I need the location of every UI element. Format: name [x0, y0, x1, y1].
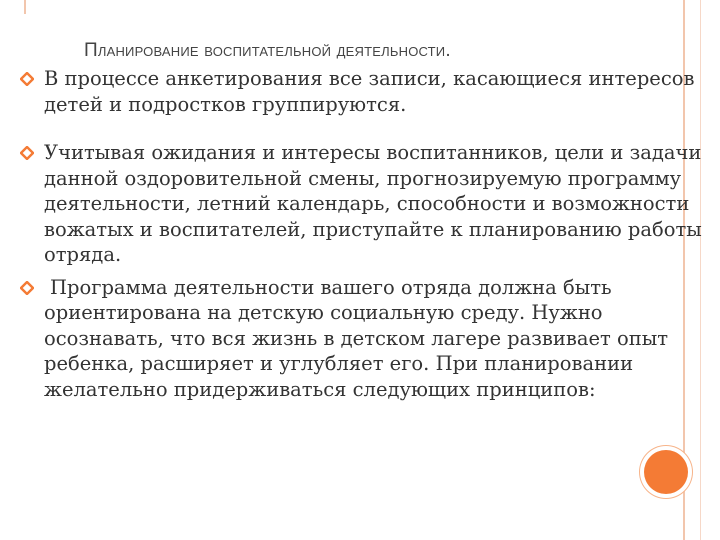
slide-title: Планирование воспитательной деятельности. [84, 40, 451, 61]
orange-diamond-bullet-icon [20, 72, 34, 86]
orange-circle-decoration [644, 450, 688, 494]
bullet-list [18, 66, 708, 402]
frame-left-line [24, 0, 26, 14]
orange-diamond-bullet-icon [20, 281, 34, 295]
bullet-item-3 [18, 275, 708, 403]
bullet-item-2 [18, 140, 708, 268]
bullet-text: Программа деятельности вашего отряда должна быть ориентирована на детскую социальную среду. Нужно осознавать, что вся жизнь в детском лагере развивает опыт ребенка, расширяет и углубляет его. При планировании желательно придерживаться следующих принципов: [44, 275, 669, 401]
orange-diamond-bullet-icon [20, 146, 34, 160]
bullet-text: Учитывая ожидания и интересы воспитанников, цели и задачи данной оздоровительной смены, прогнозируемую программу деятельности, летний календарь, способности и возможности вожатых и воспитателей, приступайте к планированию работы отряда. [44, 141, 702, 266]
bullet-text: В процессе анкетирования все записи, касающиеся интересов детей и подростков группируются. [44, 67, 695, 116]
bullet-item-1 [18, 66, 708, 117]
